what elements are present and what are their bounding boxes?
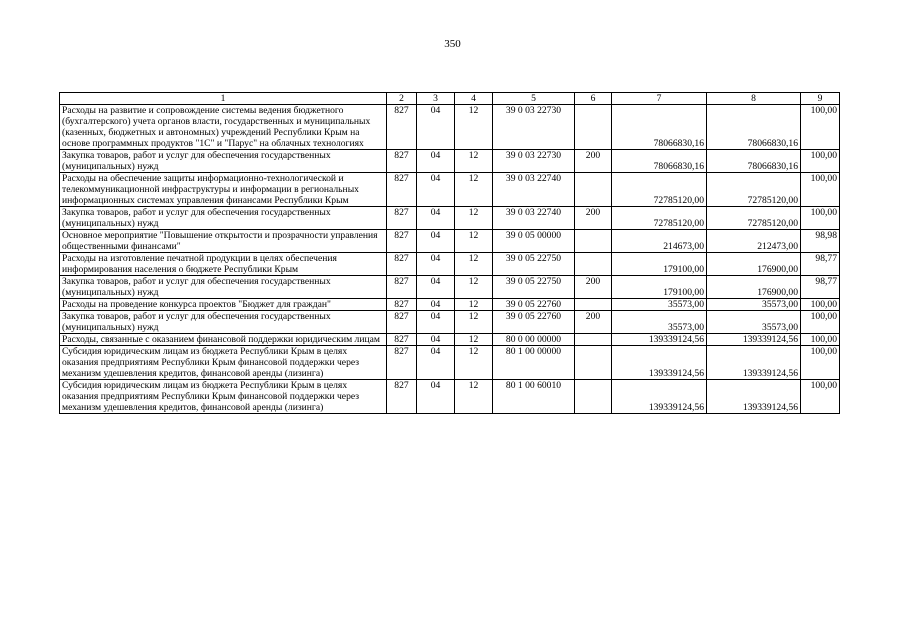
cell-col-7: 35573,00 <box>612 311 707 334</box>
column-header: 2 <box>387 93 417 105</box>
row-description: Закупка товаров, работ и услуг для обеспечения государственных (муниципальных) нужд <box>60 207 387 230</box>
cell-col-4: 12 <box>455 150 493 173</box>
cell-col-7: 214673,00 <box>612 230 707 253</box>
cell-col-8: 139339124,56 <box>707 346 801 380</box>
row-description: Закупка товаров, работ и услуг для обеспечения государственных (муниципальных) нужд <box>60 311 387 334</box>
cell-col-9: 100,00 <box>801 311 840 334</box>
cell-col-7: 78066830,16 <box>612 150 707 173</box>
cell-col-3: 04 <box>417 276 455 299</box>
cell-col-7: 78066830,16 <box>612 105 707 150</box>
cell-col-5: 80 1 00 00000 <box>493 346 575 380</box>
cell-col-7: 139339124,56 <box>612 380 707 414</box>
cell-col-6: 200 <box>575 276 612 299</box>
cell-col-2: 827 <box>387 173 417 207</box>
cell-col-9: 100,00 <box>801 173 840 207</box>
table-row <box>60 207 840 230</box>
cell-col-3: 04 <box>417 207 455 230</box>
cell-col-5: 39 0 03 22730 <box>493 105 575 150</box>
cell-col-5: 39 0 03 22730 <box>493 150 575 173</box>
cell-col-2: 827 <box>387 105 417 150</box>
cell-col-9: 100,00 <box>801 346 840 380</box>
table-row <box>60 253 840 276</box>
header-row <box>60 93 840 105</box>
table-row <box>60 346 840 380</box>
cell-col-4: 12 <box>455 311 493 334</box>
cell-col-4: 12 <box>455 334 493 346</box>
column-header: 5 <box>493 93 575 105</box>
row-description: Субсидия юридическим лицам из бюджета Республики Крым в целях оказания предприятиям Республики Крым финансовой поддержки через механизм удешевления кредитов, финансовой аренды (лизинга) <box>60 380 387 414</box>
table-row <box>60 380 840 414</box>
cell-col-8: 212473,00 <box>707 230 801 253</box>
cell-col-4: 12 <box>455 346 493 380</box>
cell-col-4: 12 <box>455 253 493 276</box>
cell-col-3: 04 <box>417 299 455 311</box>
cell-col-7: 179100,00 <box>612 253 707 276</box>
cell-col-7: 139339124,56 <box>612 346 707 380</box>
cell-col-3: 04 <box>417 150 455 173</box>
cell-col-2: 827 <box>387 311 417 334</box>
row-description: Закупка товаров, работ и услуг для обеспечения государственных (муниципальных) нужд <box>60 276 387 299</box>
cell-col-3: 04 <box>417 173 455 207</box>
cell-col-3: 04 <box>417 346 455 380</box>
cell-col-2: 827 <box>387 346 417 380</box>
cell-col-9: 100,00 <box>801 207 840 230</box>
cell-col-2: 827 <box>387 253 417 276</box>
cell-col-8: 78066830,16 <box>707 150 801 173</box>
cell-col-3: 04 <box>417 253 455 276</box>
cell-col-2: 827 <box>387 299 417 311</box>
cell-col-4: 12 <box>455 173 493 207</box>
cell-col-6: 200 <box>575 311 612 334</box>
column-header: 8 <box>707 93 801 105</box>
table-row <box>60 299 840 311</box>
column-header: 9 <box>801 93 840 105</box>
cell-col-8: 72785120,00 <box>707 207 801 230</box>
row-description: Расходы, связанные с оказанием финансовой поддержки юридическим лицам <box>60 334 387 346</box>
budget-table <box>59 92 840 414</box>
cell-col-3: 04 <box>417 334 455 346</box>
cell-col-9: 100,00 <box>801 150 840 173</box>
cell-col-2: 827 <box>387 276 417 299</box>
table-row <box>60 173 840 207</box>
cell-col-9: 98,77 <box>801 276 840 299</box>
cell-col-8: 35573,00 <box>707 299 801 311</box>
row-description: Закупка товаров, работ и услуг для обеспечения государственных (муниципальных) нужд <box>60 150 387 173</box>
cell-col-5: 80 1 00 60010 <box>493 380 575 414</box>
cell-col-6: 200 <box>575 207 612 230</box>
table-row <box>60 230 840 253</box>
row-description: Расходы на развитие и сопровождение системы ведения бюджетного (бухгалтерского) учета органов власти, государственных и муниципальных (казенных, бюджетных и автономных) учреждений Республики Крым на основе программных продуктов "1С" и "Парус" на облачных технологиях <box>60 105 387 150</box>
cell-col-6 <box>575 346 612 380</box>
cell-col-9: 100,00 <box>801 334 840 346</box>
cell-col-5: 39 0 05 22750 <box>493 276 575 299</box>
column-header: 4 <box>455 93 493 105</box>
table-row <box>60 276 840 299</box>
cell-col-6 <box>575 230 612 253</box>
column-header: 3 <box>417 93 455 105</box>
cell-col-5: 39 0 03 22740 <box>493 173 575 207</box>
cell-col-9: 100,00 <box>801 380 840 414</box>
cell-col-5: 39 0 05 22760 <box>493 299 575 311</box>
table-row <box>60 150 840 173</box>
page-number: 350 <box>444 38 461 50</box>
row-description: Расходы на обеспечение защиты информационно-технологической и телекоммуникационной инфраструктуры и информации в региональных информационных системах управления финансами Республики Крым <box>60 173 387 207</box>
cell-col-9: 98,77 <box>801 253 840 276</box>
cell-col-6 <box>575 105 612 150</box>
cell-col-7: 179100,00 <box>612 276 707 299</box>
cell-col-9: 98,98 <box>801 230 840 253</box>
cell-col-7: 35573,00 <box>612 299 707 311</box>
cell-col-6 <box>575 173 612 207</box>
cell-col-6 <box>575 380 612 414</box>
cell-col-8: 72785120,00 <box>707 173 801 207</box>
cell-col-3: 04 <box>417 230 455 253</box>
cell-col-5: 39 0 05 00000 <box>493 230 575 253</box>
cell-col-2: 827 <box>387 150 417 173</box>
cell-col-3: 04 <box>417 380 455 414</box>
table-row <box>60 311 840 334</box>
cell-col-4: 12 <box>455 105 493 150</box>
column-header: 7 <box>612 93 707 105</box>
row-description: Расходы на изготовление печатной продукции в целях обеспечения информирования населения о бюджете Республики Крым <box>60 253 387 276</box>
cell-col-4: 12 <box>455 230 493 253</box>
cell-col-4: 12 <box>455 207 493 230</box>
cell-col-8: 78066830,16 <box>707 105 801 150</box>
row-description: Расходы на проведение конкурса проектов "Бюджет для граждан" <box>60 299 387 311</box>
cell-col-6 <box>575 253 612 276</box>
cell-col-2: 827 <box>387 230 417 253</box>
column-header: 1 <box>60 93 387 105</box>
cell-col-2: 827 <box>387 207 417 230</box>
cell-col-8: 176900,00 <box>707 276 801 299</box>
cell-col-8: 139339124,56 <box>707 334 801 346</box>
cell-col-8: 176900,00 <box>707 253 801 276</box>
cell-col-4: 12 <box>455 380 493 414</box>
row-description: Основное мероприятие "Повышение открытости и прозрачности управления общественными финансами" <box>60 230 387 253</box>
cell-col-8: 139339124,56 <box>707 380 801 414</box>
cell-col-9: 100,00 <box>801 105 840 150</box>
cell-col-7: 72785120,00 <box>612 173 707 207</box>
cell-col-5: 39 0 05 22750 <box>493 253 575 276</box>
cell-col-5: 80 0 00 00000 <box>493 334 575 346</box>
row-description: Субсидия юридическим лицам из бюджета Республики Крым в целях оказания предприятиям Республики Крым финансовой поддержки через механизм удешевления кредитов, финансовой аренды (лизинга) <box>60 346 387 380</box>
cell-col-7: 72785120,00 <box>612 207 707 230</box>
cell-col-4: 12 <box>455 276 493 299</box>
cell-col-3: 04 <box>417 105 455 150</box>
cell-col-7: 139339124,56 <box>612 334 707 346</box>
cell-col-5: 39 0 03 22740 <box>493 207 575 230</box>
cell-col-3: 04 <box>417 311 455 334</box>
table-row <box>60 105 840 150</box>
cell-col-2: 827 <box>387 334 417 346</box>
table-row <box>60 334 840 346</box>
cell-col-4: 12 <box>455 299 493 311</box>
cell-col-8: 35573,00 <box>707 311 801 334</box>
cell-col-2: 827 <box>387 380 417 414</box>
cell-col-6 <box>575 299 612 311</box>
cell-col-6: 200 <box>575 150 612 173</box>
cell-col-6 <box>575 334 612 346</box>
cell-col-5: 39 0 05 22760 <box>493 311 575 334</box>
cell-col-9: 100,00 <box>801 299 840 311</box>
column-header: 6 <box>575 93 612 105</box>
